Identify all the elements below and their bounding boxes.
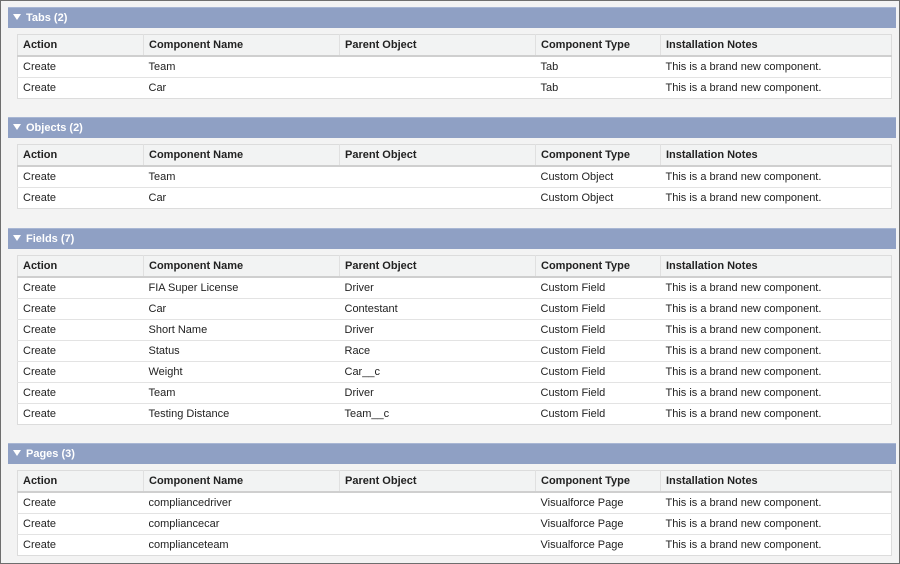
components-table	[17, 470, 892, 556]
table-row	[18, 56, 892, 78]
section-objects	[8, 117, 896, 209]
cell-component-name: Car	[148, 192, 167, 204]
column-header-component-name: Component Name	[144, 256, 340, 278]
table-row	[18, 188, 892, 209]
cell-component-name: Car	[148, 82, 167, 94]
cell-parent-object	[340, 78, 536, 99]
column-header-parent-object: Parent Object	[340, 145, 536, 167]
cell-parent-object: Team__c	[344, 408, 390, 420]
section-title: Objects (2)	[26, 122, 83, 134]
cell-component-type: Tab	[540, 82, 559, 94]
cell-component-name: compliancecar	[144, 514, 340, 535]
cell-component-name: complianceteam	[148, 539, 229, 551]
cell-component-type: Visualforce Page	[536, 492, 661, 514]
cell-component-name: Status	[144, 341, 340, 362]
cell-parent-object: Driver	[340, 383, 536, 404]
cell-installation-notes: This is a brand new component.	[661, 166, 892, 188]
column-header-parent-object: Parent Object	[340, 256, 536, 278]
cell-action: Create	[23, 408, 57, 420]
column-header-installation-notes: Installation Notes	[661, 35, 892, 57]
cell-installation-notes: This is a brand new component.	[661, 492, 892, 514]
cell-installation-notes: This is a brand new component.	[661, 277, 892, 299]
cell-component-type: Custom Field	[536, 362, 661, 383]
cell-component-type: Visualforce Page	[536, 514, 661, 535]
column-header-parent-object: Parent Object	[340, 35, 536, 57]
cell-parent-object	[340, 56, 536, 78]
section-header-tabs[interactable]	[8, 7, 896, 28]
cell-action: Create	[18, 320, 144, 341]
section-header-pages[interactable]	[8, 443, 896, 464]
cell-component-name: FIA Super License	[144, 277, 340, 299]
column-header-component-type: Component Type	[536, 256, 661, 278]
cell-parent-object: Driver	[340, 320, 536, 341]
cell-action: Create	[18, 299, 144, 320]
column-header-action: Action	[18, 145, 144, 167]
column-header-installation-notes: Installation Notes	[661, 145, 892, 167]
section-title: Pages (3)	[26, 448, 75, 460]
cell-component-type: Custom Field	[536, 277, 661, 299]
section-pages	[8, 443, 896, 556]
cell-action: Create	[18, 277, 144, 299]
triangle-down-icon	[13, 14, 21, 20]
cell-installation-notes: This is a brand new component.	[661, 341, 892, 362]
cell-action: Create	[18, 514, 144, 535]
table-row	[18, 299, 892, 320]
cell-action: Create	[18, 56, 144, 78]
cell-component-type: Custom Field	[536, 320, 661, 341]
table-row	[18, 277, 892, 299]
cell-installation-notes: This is a brand new component.	[661, 383, 892, 404]
column-header-action: Action	[18, 471, 144, 493]
section-tabs	[8, 7, 896, 99]
table-row	[18, 78, 892, 99]
cell-component-name: Team	[144, 56, 340, 78]
cell-component-name: Team	[144, 166, 340, 188]
column-header-component-name: Component Name	[144, 471, 340, 493]
cell-component-type: Visualforce Page	[540, 539, 624, 551]
table-row	[18, 383, 892, 404]
cell-component-name: compliancedriver	[144, 492, 340, 514]
cell-installation-notes: This is a brand new component.	[665, 82, 822, 94]
cell-component-name: Weight	[144, 362, 340, 383]
table-header-row	[18, 471, 892, 493]
column-header-parent-object: Parent Object	[340, 471, 536, 493]
cell-component-name: Team	[144, 383, 340, 404]
cell-parent-object	[340, 166, 536, 188]
table-row	[18, 404, 892, 425]
section-title: Tabs (2)	[26, 12, 68, 24]
cell-installation-notes: This is a brand new component.	[665, 408, 822, 420]
cell-parent-object	[340, 535, 536, 556]
components-table	[17, 255, 892, 425]
cell-action: Create	[23, 192, 57, 204]
column-header-action: Action	[18, 35, 144, 57]
cell-action: Create	[23, 539, 57, 551]
cell-component-type: Custom Object	[536, 166, 661, 188]
cell-parent-object	[340, 188, 536, 209]
column-header-installation-notes: Installation Notes	[661, 256, 892, 278]
cell-component-type: Tab	[536, 56, 661, 78]
column-header-component-name: Component Name	[144, 35, 340, 57]
table-row	[18, 166, 892, 188]
column-header-component-name: Component Name	[144, 145, 340, 167]
triangle-down-icon	[13, 124, 21, 130]
cell-installation-notes: This is a brand new component.	[661, 299, 892, 320]
cell-action: Create	[18, 362, 144, 383]
triangle-down-icon	[13, 235, 21, 241]
cell-action: Create	[18, 341, 144, 362]
cell-parent-object	[340, 492, 536, 514]
table-header-row	[18, 35, 892, 57]
components-table	[17, 34, 892, 99]
cell-parent-object: Contestant	[340, 299, 536, 320]
cell-component-type: Custom Field	[540, 408, 606, 420]
column-header-component-type: Component Type	[536, 471, 661, 493]
cell-parent-object: Driver	[340, 277, 536, 299]
table-row	[18, 341, 892, 362]
table-row	[18, 514, 892, 535]
table-row	[18, 535, 892, 556]
cell-installation-notes: This is a brand new component.	[661, 56, 892, 78]
cell-component-name: Testing Distance	[148, 408, 230, 420]
table-header-row	[18, 145, 892, 167]
cell-installation-notes: This is a brand new component.	[661, 320, 892, 341]
cell-component-type: Custom Object	[540, 192, 614, 204]
cell-action: Create	[18, 492, 144, 514]
cell-action: Create	[23, 82, 57, 94]
cell-action: Create	[18, 383, 144, 404]
triangle-down-icon	[13, 450, 21, 456]
cell-component-name: Short Name	[144, 320, 340, 341]
cell-installation-notes: This is a brand new component.	[661, 362, 892, 383]
cell-installation-notes: This is a brand new component.	[665, 539, 822, 551]
cell-component-type: Custom Field	[536, 299, 661, 320]
table-row	[18, 320, 892, 341]
cell-installation-notes: This is a brand new component.	[661, 514, 892, 535]
section-fields	[8, 228, 896, 425]
column-header-installation-notes: Installation Notes	[661, 471, 892, 493]
table-row	[18, 362, 892, 383]
table-row	[18, 492, 892, 514]
cell-component-type: Custom Field	[536, 383, 661, 404]
section-title: Fields (7)	[26, 233, 75, 245]
cell-action: Create	[18, 166, 144, 188]
column-header-component-type: Component Type	[536, 145, 661, 167]
cell-component-type: Custom Field	[536, 341, 661, 362]
column-header-action: Action	[18, 256, 144, 278]
cell-component-name: Car	[144, 299, 340, 320]
components-table	[17, 144, 892, 209]
cell-parent-object: Race	[340, 341, 536, 362]
column-header-component-type: Component Type	[536, 35, 661, 57]
table-header-row	[18, 256, 892, 278]
section-header-objects[interactable]	[8, 117, 896, 138]
cell-parent-object	[340, 514, 536, 535]
section-header-fields[interactable]	[8, 228, 896, 249]
cell-installation-notes: This is a brand new component.	[665, 192, 822, 204]
cell-parent-object: Car__c	[340, 362, 536, 383]
